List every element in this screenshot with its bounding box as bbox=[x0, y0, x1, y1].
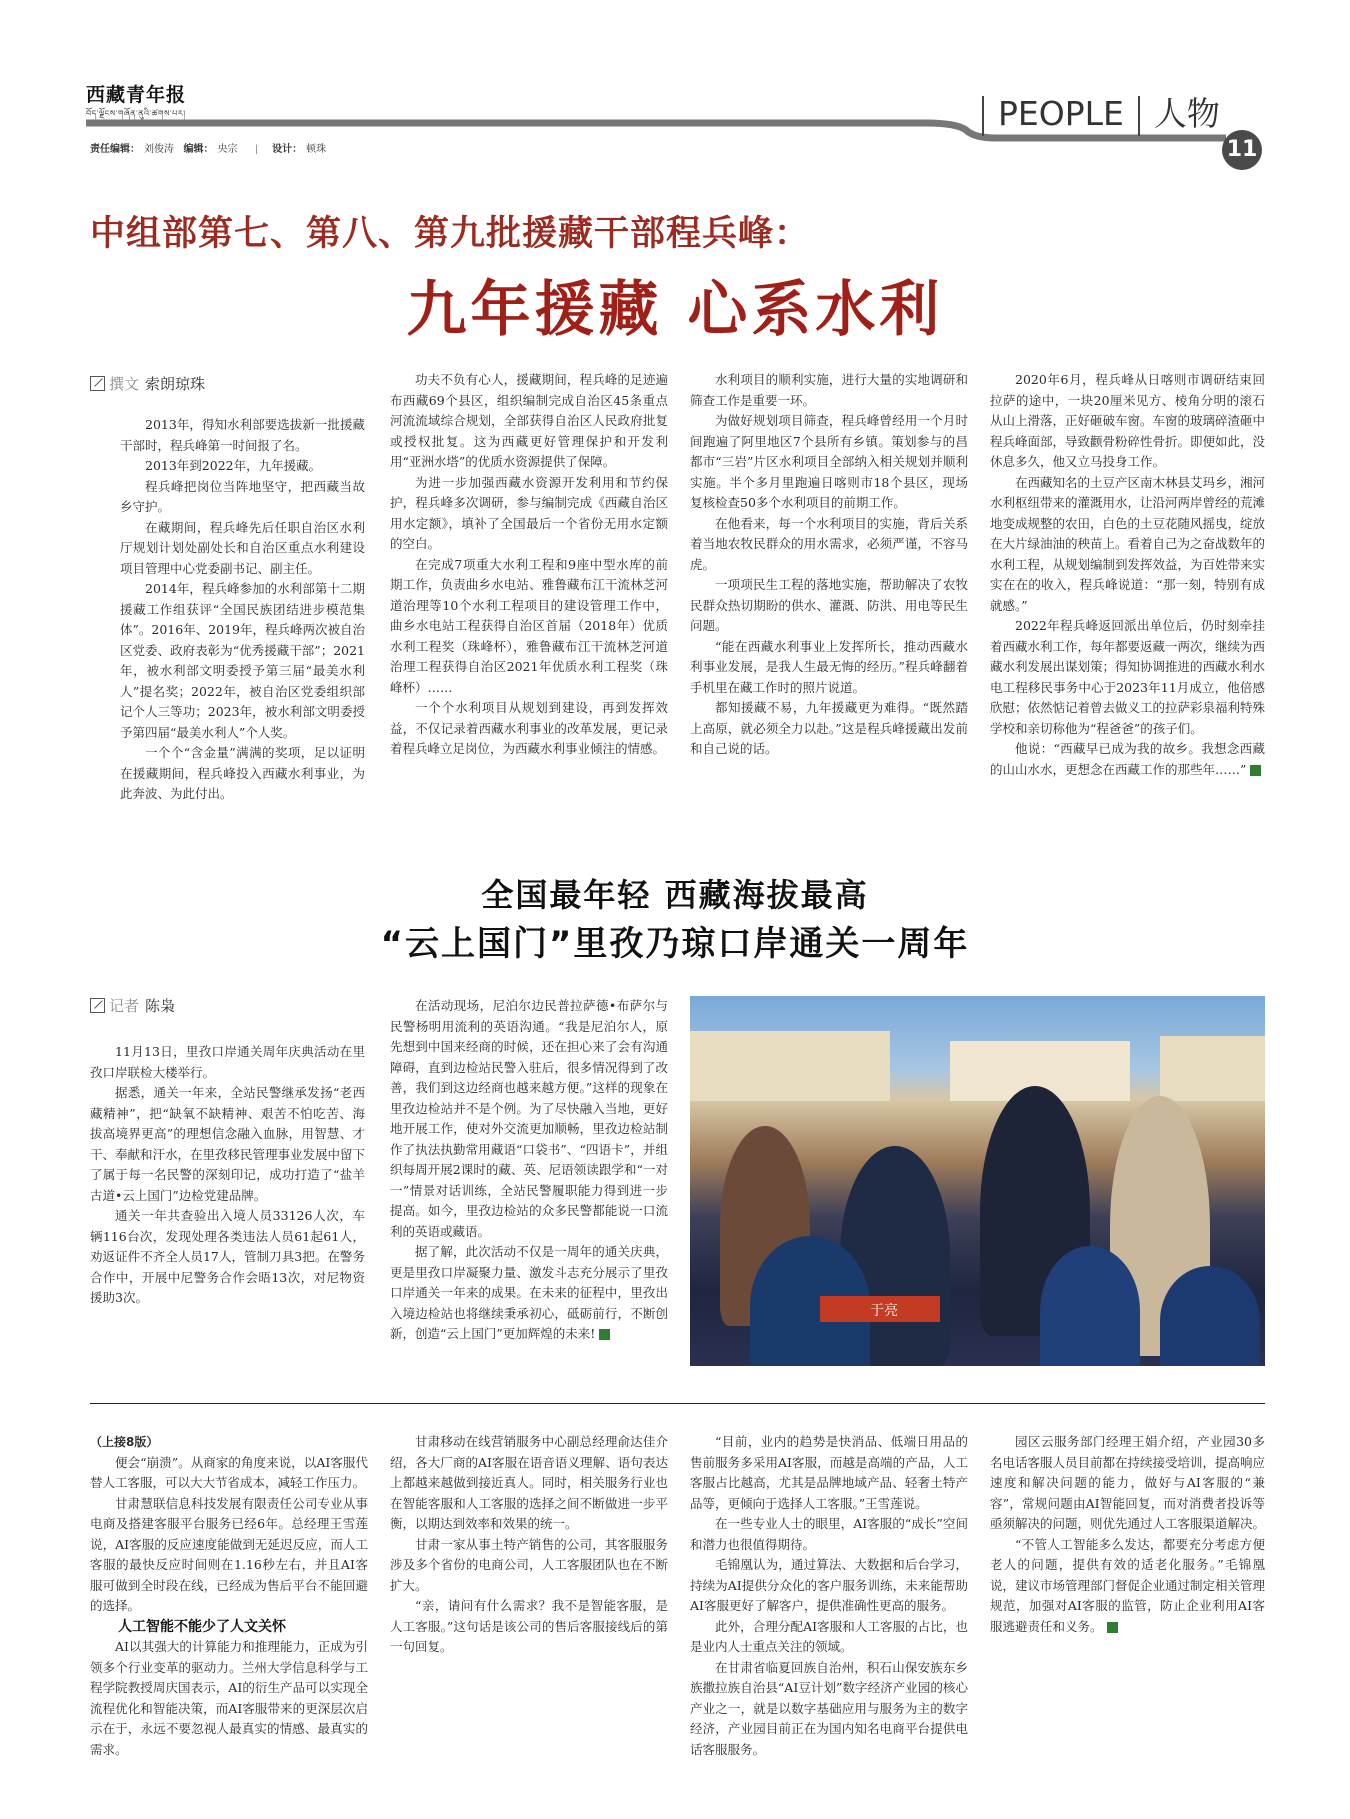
article2-headline-line2: “云上国门”里孜乃琼口岸通关一周年 bbox=[380, 924, 970, 964]
paragraph: 在活动现场，尼泊尔边民普拉萨德•布萨尔与民警杨明用流利的英语沟通。“我是尼泊尔人，原先想到中国来经商的时候，还在担心来了会有沟通障碍，直到边检站民警入驻后，很多情况得到了改善，我们到这边经商也越来越方便。”这样的现象在里孜边检站并不是个例。为了尽快融入当地，更好地开展工作，使对外交流更加顺畅，里孜边检站制作了执法执勤常用藏语“口袋书”、“四语卡”，并组织每周开展2课时的藏、英、尼语领读跟学和“一对一”情景对话训练，全站民警履职能力得到进一步提高。如今，里孜边检站的众多民警都能说一口流利的英语或藏语。 bbox=[390, 998, 668, 1239]
paragraph: 一项项民生工程的落地实施，帮助解决了农牧民群众热切期盼的供水、灌溉、防洪、用电等民生问题。 bbox=[690, 577, 968, 633]
paragraph: 据了解，此次活动不仅是一周年的通关庆典，更是里孜口岸凝聚力量、激发斗志充分展示了里孜口岸通关一年来的成果。在未来的征程中，里孜出入境边检站也将继续秉承初心，砥砺前行，不断创新，创造“云上国门”更加辉煌的未来! bbox=[390, 1244, 668, 1341]
section-en: PEOPLE bbox=[998, 94, 1124, 133]
paragraph: “目前，业内的趋势是快消品、低端日用品的售前服务多采用AI客服，而越是高端的产品，人工客服占比越高，尤其是品牌地域产品、轻奢土特产品等，更倾向于选择人工客服。”王雪莲说。 bbox=[690, 1434, 968, 1511]
paragraph: 在一些专业人士的眼里，AI客服的“成长”空间和潜力也很值得期待。 bbox=[690, 1516, 968, 1552]
paragraph: 在他看来，每一个水利项目的实施，背后关系着当地农牧民群众的用水需求，必须严谨，不容马虎。 bbox=[690, 515, 968, 572]
article1-kicker: 中组部第七、第八、第九批援藏干部程兵峰： bbox=[90, 213, 811, 254]
ceremony-photo bbox=[690, 996, 1265, 1366]
continued-note: （上接8版） bbox=[90, 1435, 159, 1449]
article2-byline bbox=[90, 995, 175, 1016]
page-number: 11 bbox=[1222, 130, 1262, 170]
paragraph: 便会“崩溃”。从商家的角度来说，以AI客服代替人工客服，可以大大节省成本，减轻工作压力。 bbox=[90, 1454, 368, 1490]
paragraph: 园区云服务部门经理王娟介绍，产业园30多名电话客服人员目前都在持续接受培训，提高响应速度和解决问题的能力，做好与AI客服的“兼容”，常规问题由AI智能回复，而对消费者投诉等亟须解决的问题，则优先通过人工客服渠道解决。 bbox=[990, 1434, 1266, 1531]
paragraph: 2022年程兵峰返回派出单位后，仍时刻牵挂着西藏水利工作，每年都要返藏一两次，继续为西藏水利发展出谋划策；得知协调推进的西藏水利水电工程移民事务中心于2023年11月成立，他倍感欣慰；依然惦记着曾去做义工的拉萨彩泉福利特殊学校和亲切称他为“程爸爸”的孩子们。 bbox=[990, 618, 1266, 736]
designer-label: 设计： bbox=[272, 144, 303, 155]
paragraph: 程兵峰把岗位当阵地坚守，把西藏当故乡守护。 bbox=[120, 478, 365, 514]
paragraph: 据悉，通关一年来，全站民警继承发扬“老西藏精神”，把“缺氧不缺精神、艰苦不怕吃苦、海拔高境界更高”的理想信念融入血脉，用智慧、才干、奉献和汗水，在里孜移民管理事业发展中留下了属于每一名民警的深刻印记，成功打造了“盐羊古道•云上国门”边检党建品牌。 bbox=[90, 1085, 366, 1203]
article3-col2 bbox=[390, 1432, 668, 1658]
paragraph: 2020年6月，程兵峰从日喀则市调研结束回拉萨的途中，一块20厘米见方、棱角分明的滚石从山上滑落，正好砸破车窗。车窗的玻璃碎渣砸中程兵峰面部，导致颧骨粉碎性骨折。即便如此，没休息多久，他又立马投身工作。 bbox=[990, 372, 1266, 469]
paragraph: 一个个水利项目从规划到建设，再到发挥效益，不仅记录着西藏水利事业的改革发展，更记录着程兵峰立足岗位，为西藏水利事业倾注的情感。 bbox=[390, 700, 668, 756]
paragraph: “不管人工智能多么发达，都要充分考虑方便老人的问题，提供有效的适老化服务。”毛锦凰说，建议市场管理部门督促企业通过制定相关管理规范，加强对AI客服的监管，防止企业利用AI客服逃避责任和义务。 bbox=[990, 1536, 1266, 1634]
masthead-title: 西藏青年报 bbox=[86, 84, 187, 106]
section-divider bbox=[90, 1403, 1265, 1404]
table-sign: 于亮 bbox=[870, 1303, 898, 1319]
paragraph: 在西藏知名的土豆产区南木林县艾玛乡，湘河水利枢纽带来的灌溉用水，让沿河两岸曾经的荒滩地变成规整的农田，白色的土豆花随风摇曳，绽放在大片绿油油的秧苗上。看着自己为之奋战数年的水利工程，从规划编制到发挥效益，为百姓带来实实在在的收入，程兵峰说道：“那一刻，特别有成就感。” bbox=[990, 474, 1266, 613]
article3-subhead: 人工智能不能少了人文关怀 bbox=[118, 1618, 286, 1635]
paragraph: 此外，合理分配AI客服和人工客服的占比，也是业内人士重点关注的领域。 bbox=[690, 1618, 968, 1654]
paragraph: “能在西藏水利事业上发挥所长，推动西藏水利事业发展，是我人生最无悔的经历。”程兵峰翻着手机里在藏工作时的照片说道。 bbox=[690, 638, 968, 695]
paragraph: 甘肃慧联信息科技发展有限责任公司专业从事电商及搭建客服平台服务已经6年。总经理王雪莲说，AI客服的反应速度能做到无延迟反应，而人工客服的最快反应时间则在1.16秒左右，并且AI客服可做到全时段在线，已经成为售后平台不能回避的选择。 bbox=[90, 1495, 368, 1613]
byline-name: 陈枭 bbox=[145, 997, 176, 1015]
paragraph: 水利项目的顺利实施，进行大量的实地调研和筛查工作是重要一环。 bbox=[690, 372, 968, 408]
article1-byline bbox=[90, 373, 205, 394]
byline-role: 撰文 bbox=[109, 375, 140, 393]
paragraph: 他说：“西藏早已成为我的故乡。我想念西藏的山山水水，更想念在西藏工作的那些年……” bbox=[990, 741, 1265, 777]
article3-col1 bbox=[90, 1432, 368, 1760]
paragraph: 一个个“含金量”满满的奖项，足以证明在援藏期间，程兵峰投入西藏水利事业，为此奔波、为此付出。 bbox=[120, 745, 365, 801]
designer-name: 顿珠 bbox=[306, 144, 327, 155]
pen-icon bbox=[90, 998, 105, 1013]
paragraph: 毛锦凰认为，通过算法、大数据和后台学习，持续为AI提供分众化的客户服务训练，未来能帮助AI客服更好了解客户，提供准确性更高的服务。 bbox=[690, 1557, 968, 1613]
section-label bbox=[968, 88, 1220, 136]
masthead-subtitle: བོད་ལྗོངས་གཞོན་ནུའི་ཚགས་པར། bbox=[86, 109, 186, 118]
paragraph: 2013年，得知水利部要选拔新一批援藏干部时，程兵峰第一时间报了名。 bbox=[120, 417, 365, 453]
duty-editor-label: 责任编辑： bbox=[90, 144, 140, 155]
byline-name: 索朗琼珠 bbox=[145, 375, 206, 393]
paragraph: “亲，请问有什么需求？我不是智能客服，是人工客服。”这句话是该公司的售后客服接线后的第一句回复。 bbox=[390, 1598, 668, 1654]
paragraph: 2014年，程兵峰参加的水利部第十二期援藏工作组获评“全国民族团结进步模范集体”。2016年、2019年，程兵峰两次被自治区党委、政府表彰为“优秀援藏干部”；2021年，被水利部文明委授予第三届“最美水利人”提名奖；2022年，被自治区党委组织部记个人三等功；2023年，被水利部文明委授予第四届“最美水利人”个人奖。 bbox=[120, 581, 366, 740]
paragraph: 在甘肃省临夏回族自治州，积石山保安族东乡族撒拉族自治县“AI豆计划”数字经济产业园的核心产业之一，就是以数字基础应用与服务为主的数字经济，产业园目前正在为国内知名电商平台提供电话客服服务。 bbox=[690, 1659, 968, 1757]
section-cn: 人物 bbox=[1153, 94, 1220, 133]
paragraph: 在藏期间，程兵峰先后任职自治区水利厅规划计划处副处长和自治区重点水利建设项目管理中心党委副书记、副主任。 bbox=[120, 519, 365, 576]
article2-col1 bbox=[90, 1042, 365, 1309]
byline-role: 记者 bbox=[109, 997, 140, 1015]
article1-headline: 九年援藏 心系水利 bbox=[406, 275, 944, 345]
end-mark-icon: 藏 bbox=[1250, 765, 1261, 776]
article1-col1 bbox=[120, 415, 365, 805]
paragraph: 甘肃一家从事土特产销售的公司，其客服服务涉及多个省份的电商公司，人工客服团队也在不断扩大。 bbox=[390, 1536, 668, 1593]
paragraph: 都知援藏不易，九年援藏更为难得。“既然踏上高原，就必须全力以赴。”这是程兵峰援藏出发前和自己说的话。 bbox=[690, 700, 968, 756]
article1-col2 bbox=[390, 370, 668, 760]
paragraph: 在完成7项重大水利工程和9座中型水库的前期工作，负责曲乡水电站、雅鲁藏布江干流林芝河道治理等10个水利工程项目的建设管理工作中，曲乡水电站工程获得自治区首届（2018年）优质水利工程奖（珠峰杯），雅鲁藏布江干流林芝河道治理工程获得自治区2021年优质水利工程奖（珠峰杯）…… bbox=[390, 556, 668, 695]
editor-credits: 责任编辑： 刘俊涛 编辑： 央宗 | 设计： 顿珠 bbox=[90, 144, 327, 155]
paragraph: 为做好规划项目筛查，程兵峰曾经用一个月时间跑遍了阿里地区7个县所有乡镇。策划参与的昌都市“三岩”片区水利项目全部纳入相关规划并顺利实施。半个多月里跑遍日喀则市18个县区，现场复核检查50多个水利项目的前期工作。 bbox=[690, 413, 968, 510]
paragraph: 通关一年共查验出入境人员33126人次，车辆116台次，发现处理各类违法人员61起61人，劝返证件不齐全人员17人，管制刀具3把。在警务合作中，开展中尼警务合作会晤13次，对尼物资援助3次。 bbox=[90, 1208, 365, 1305]
end-mark-icon: 藏 bbox=[1107, 1622, 1118, 1633]
editor-label: 编辑： bbox=[183, 144, 214, 155]
paragraph: 功夫不负有心人，援藏期间，程兵峰的足迹遍布西藏69个县区，组织编制完成自治区45条重点河流流域综合规划，全部获得自治区人民政府批复或授权批复。这为西藏更好管理保护和开发利用“亚洲水塔”的优质水资源提供了保障。 bbox=[390, 372, 668, 469]
paragraph: 11月13日，里孜口岸通关周年庆典活动在里孜口岸联检大楼举行。 bbox=[90, 1044, 365, 1080]
article3-col3 bbox=[690, 1432, 968, 1760]
article1-col3 bbox=[690, 370, 968, 760]
paragraph: 为进一步加强西藏水资源开发利用和节约保护，程兵峰多次调研，参与编制完成《西藏自治区用水定额》，填补了全国最后一个省份无用水定额的空白。 bbox=[390, 474, 668, 551]
paragraph: 2013年到2022年，九年援藏。 bbox=[145, 458, 322, 473]
paragraph: 甘肃移动在线营销服务中心副总经理俞达佳介绍，各大厂商的AI客服在语音语义理解、语句表达上都越来越做到接近真人。同时，相关服务行业也在智能客服和人工客服的选择之间不断做进一步平衡，以期达到效率和效果的统一。 bbox=[390, 1434, 668, 1531]
article1-col4 bbox=[990, 370, 1284, 780]
article3-col4 bbox=[990, 1432, 1265, 1637]
editor-name: 央宗 bbox=[217, 144, 238, 155]
end-mark-icon: 藏 bbox=[599, 1329, 610, 1340]
duty-editor-name: 刘俊涛 bbox=[144, 144, 174, 155]
article2-headline-line1: 全国最年轻 西藏海拔最高 bbox=[481, 876, 869, 914]
article2-col2 bbox=[390, 996, 668, 1345]
pen-icon bbox=[90, 376, 105, 391]
paragraph: AI以其强大的计算能力和推理能力，正成为引领多个行业变革的驱动力。兰州大学信息科学与工程学院教授周庆国表示，AI的衍生产品可以实现全流程优化和智能决策，而AI客服带来的更深层次启示在于，永远不要忽视人最真实的情感、最真实的需求。 bbox=[90, 1639, 368, 1757]
